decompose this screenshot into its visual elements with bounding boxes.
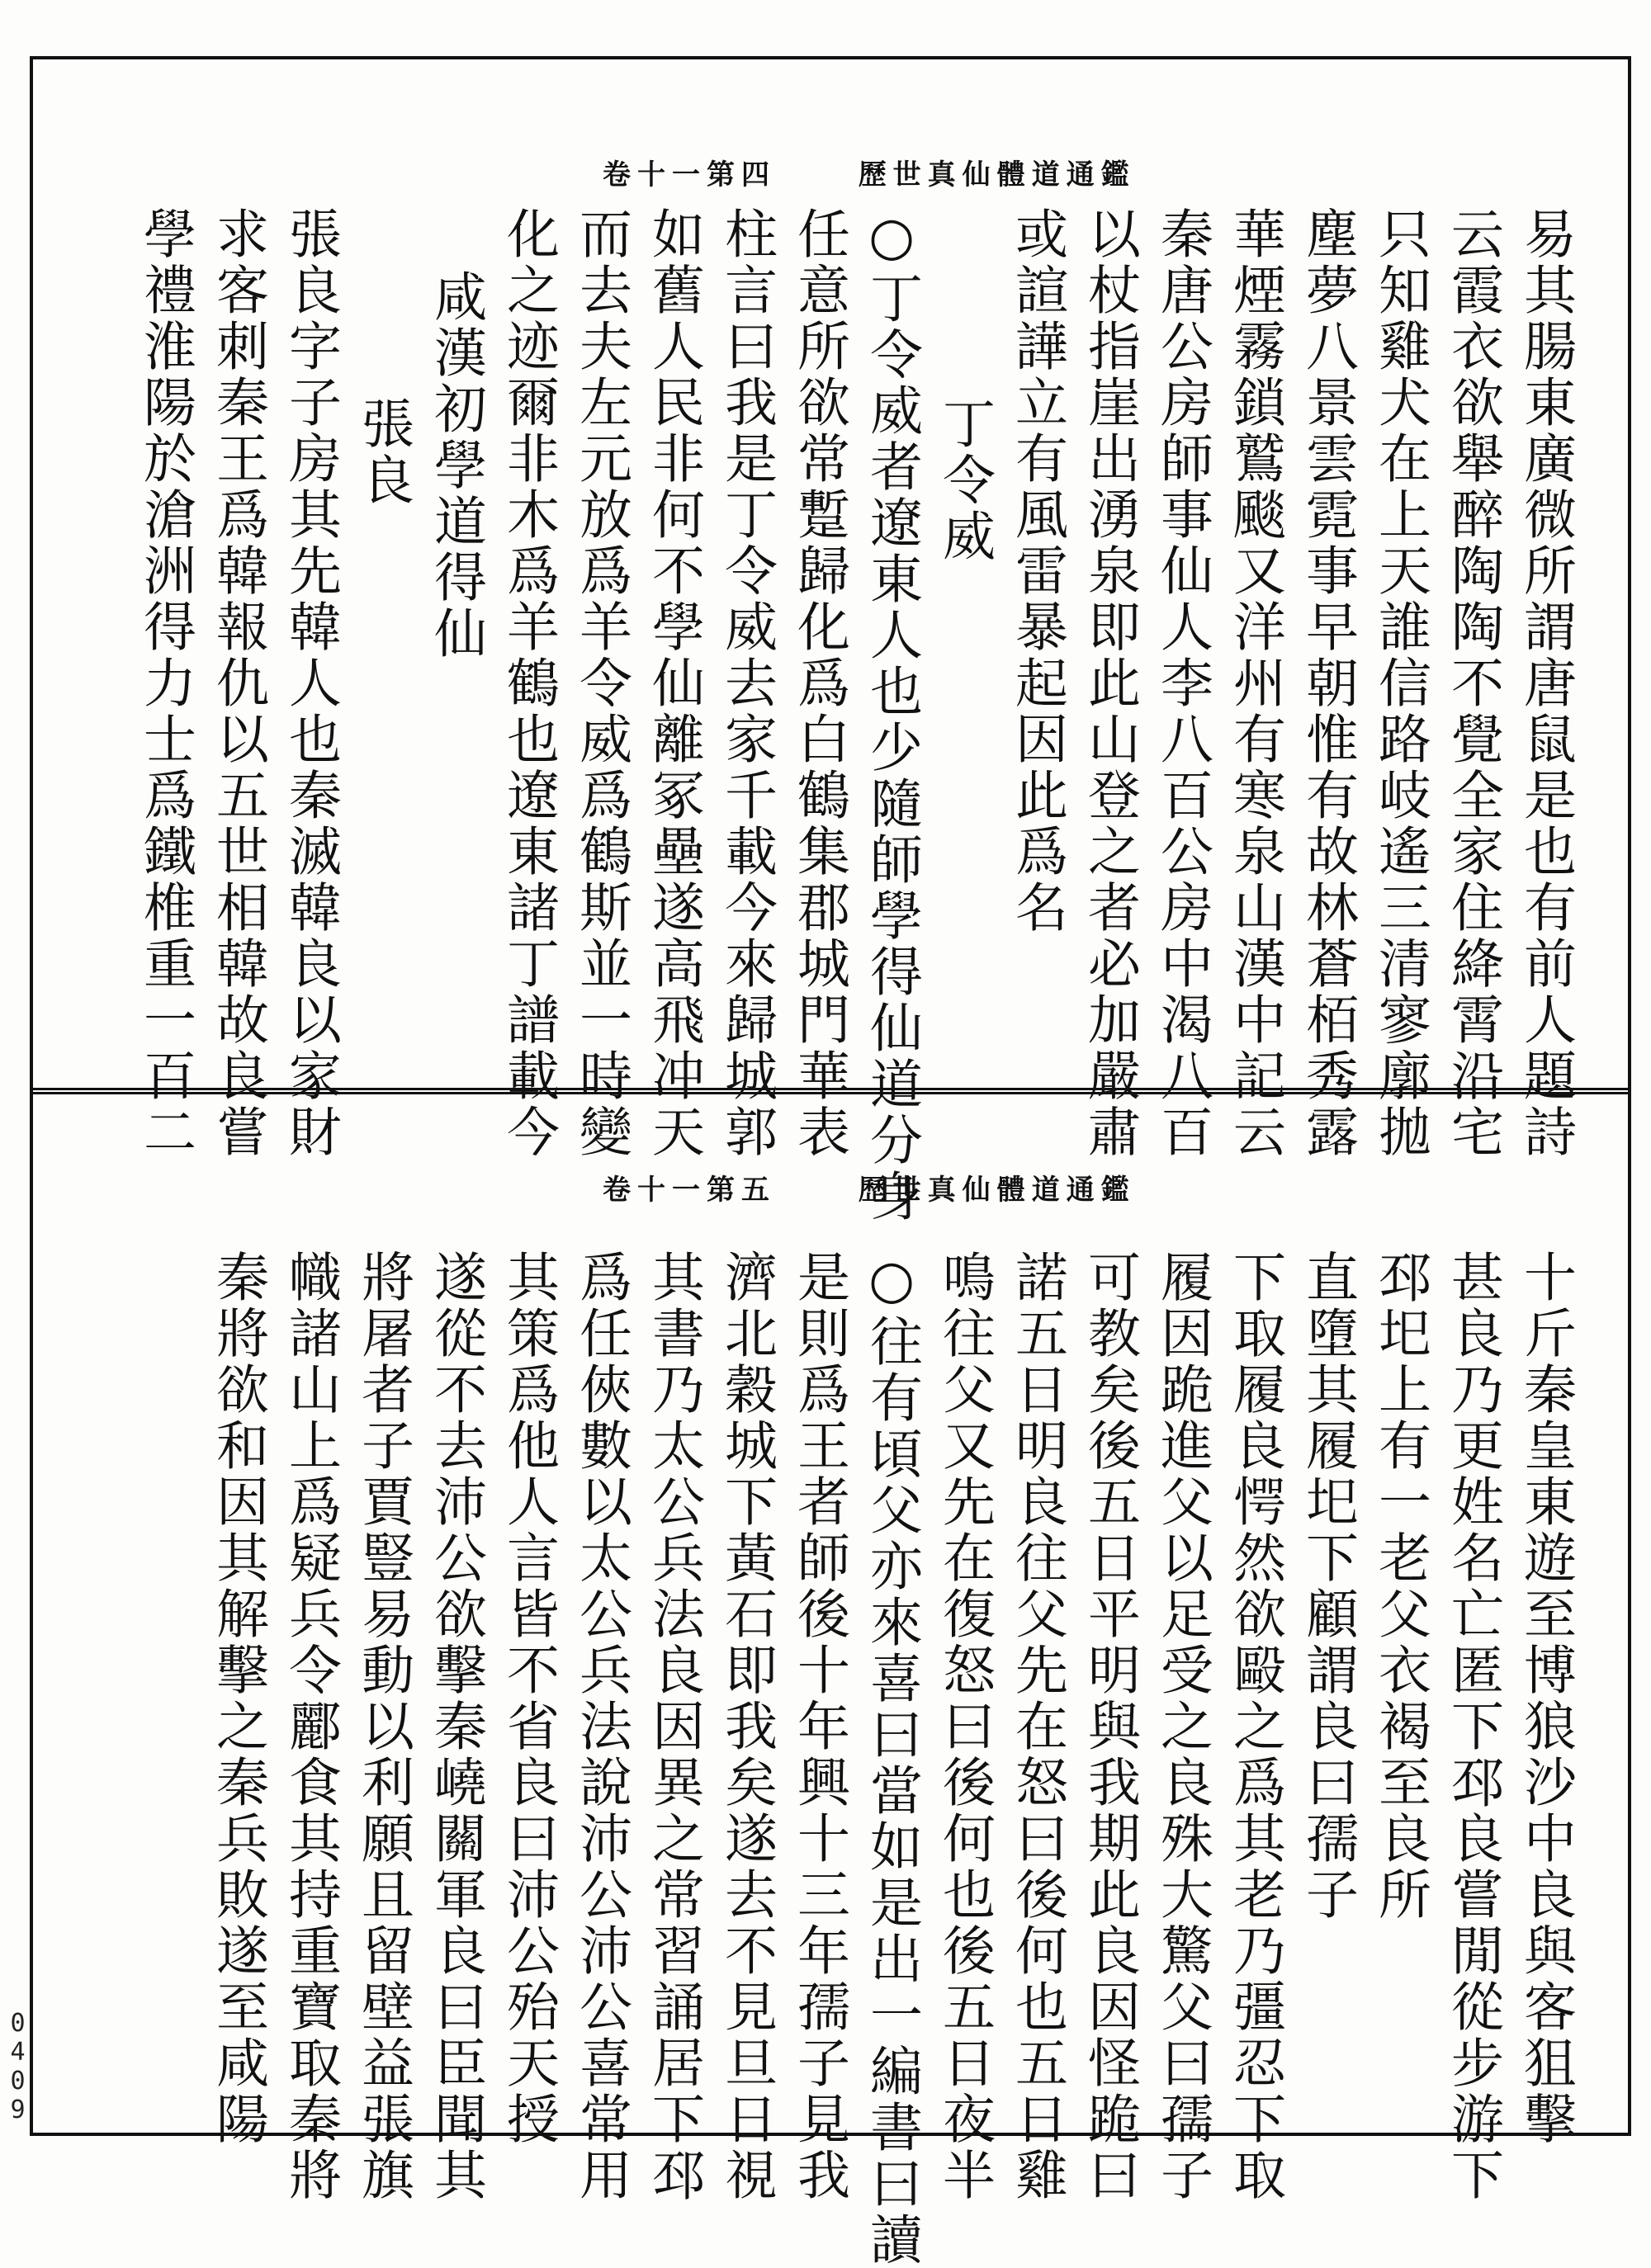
text-column: 其策爲他人言皆不省良曰沛公殆天授 xyxy=(498,1250,559,2148)
text-column: 將屠者子賈豎易動以利願且留壁益張旗 xyxy=(352,1250,414,2204)
header-volume: 卷十一第五 xyxy=(603,1174,776,1207)
page-header xyxy=(603,152,1136,192)
text-column: 云霞衣欲舉醉陶陶不覺全家住絳霄沿宅 xyxy=(1442,206,1503,1160)
text-column: 其書乃太公兵法良因異之常習誦居下邳 xyxy=(643,1250,704,2204)
text-column: 可教矣後五日平明與我期此良因怪跪曰 xyxy=(1079,1250,1140,2204)
text-column: 遂從不去沛公欲擊秦嶢關軍良曰臣聞其 xyxy=(425,1250,486,2204)
text-column: 塵夢八景雲霓事早朝惟有故林蒼栢秀露 xyxy=(1297,206,1358,1160)
text-column: 任意所欲常蹔歸化爲白鶴集郡城門華表 xyxy=(788,206,849,1160)
text-column: 或諠譁立有風雷暴起因此爲名 xyxy=(1006,206,1067,936)
text-column: 以杖指崖出湧泉即此山登之者必加嚴肅 xyxy=(1079,206,1140,1160)
text-column: ○往有頃父亦來喜曰當如是出一編書曰讀 xyxy=(861,1250,922,2268)
text-column: 易其腸東廣微所謂唐鼠是也有前人題詩 xyxy=(1515,206,1576,1160)
page-folio-number: 0409 xyxy=(3,2009,32,2124)
text-column: 化之迹爾非木爲羊鶴也遼東諸丁譜載今 xyxy=(498,206,559,1160)
text-columns xyxy=(99,1250,1582,2268)
text-column: 而去夫左元放爲羊令威爲鶴斯並一時變 xyxy=(570,206,632,1160)
text-column: 爲任俠數以太公兵法說沛公沛公喜常用 xyxy=(570,1250,632,2204)
text-column: 柱言曰我是丁令威去家千載今來歸城郭 xyxy=(716,206,777,1160)
text-column: 是則爲王者師後十年興十三年孺子見我 xyxy=(788,1250,849,2204)
text-column: 張良字子房其先韓人也秦滅韓良以家財 xyxy=(280,206,341,1160)
page-header xyxy=(603,1167,1136,1207)
section-heading: 張良 xyxy=(352,396,414,508)
header-series: 歷世真仙體道通鑑 xyxy=(858,1174,1136,1207)
text-column: ○丁令威者遼東人也少隨師學得仙道分身 xyxy=(861,206,922,1225)
section-heading: 丁令威 xyxy=(934,396,995,565)
text-column: 邳圯上有一老父衣褐至良所 xyxy=(1370,1250,1431,1923)
bottom-page xyxy=(33,1096,1618,2268)
text-column: 幟諸山上爲疑兵令酈食其持重寶取秦將 xyxy=(280,1250,341,2204)
text-column: 濟北穀城下黃石即我矣遂去不見旦日視 xyxy=(716,1250,777,2204)
text-column: 鳴往父又先在復怒曰後何也後五日夜半 xyxy=(934,1250,995,2204)
text-column: 履因跪進父以足受之良殊大驚父曰孺子 xyxy=(1152,1250,1213,2204)
text-column: 求客刺秦王爲韓報仇以五世相韓故良嘗 xyxy=(207,206,268,1160)
text-column: 秦將欲和因其解擊之秦兵敗遂至咸陽 xyxy=(207,1250,268,2148)
text-column: 下取履良愕然欲毆之爲其老乃彊忍下取 xyxy=(1224,1250,1285,2204)
text-column: 學禮淮陽於滄洲得力士爲鐵椎重一百二 xyxy=(135,206,196,1160)
header-volume: 卷十一第四 xyxy=(603,158,776,191)
text-column: 十斤秦皇東遊至博狼沙中良與客狙擊 xyxy=(1515,1250,1576,2148)
text-column: 華煙霧鎖鷲颷又洋州有寒泉山漢中記云 xyxy=(1224,206,1285,1160)
text-column: 秦唐公房師事仙人李八百公房中渴八百 xyxy=(1152,206,1213,1160)
text-column: 如舊人民非何不學仙離冢壘遂高飛冲天 xyxy=(643,206,704,1160)
text-column: 直墮其履圯下顧謂良曰孺子 xyxy=(1297,1250,1358,1923)
text-column: 諾五日明良往父先在怒曰後何也五日雞 xyxy=(1006,1250,1067,2204)
text-column: 甚良乃更姓名亡匿下邳良嘗閒從步游下 xyxy=(1442,1250,1503,2204)
text-column: 咸漢初學道得仙 xyxy=(425,269,486,662)
header-series: 歷世真仙體道通鑑 xyxy=(858,158,1136,191)
text-column: 只知雞犬在上天誰信路岐遙三清寥廓拋 xyxy=(1370,206,1431,1160)
